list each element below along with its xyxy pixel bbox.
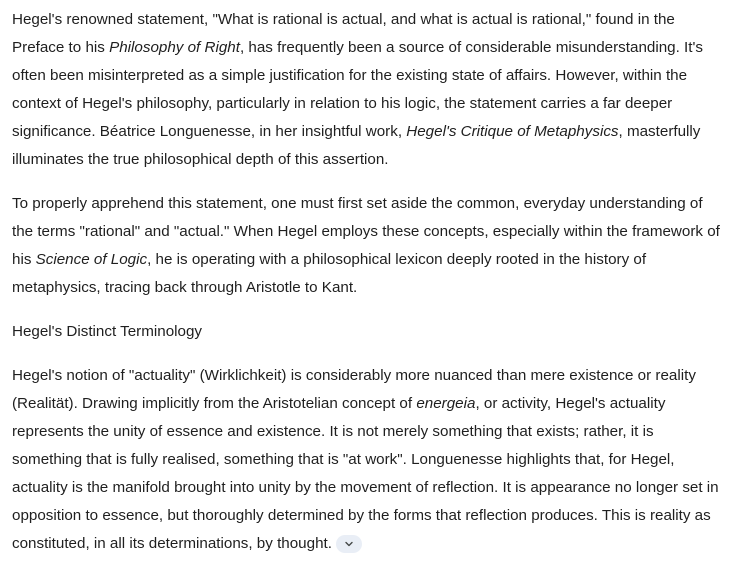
- section-heading: Hegel's Distinct Terminology: [12, 323, 203, 340]
- paragraph-1-emphasis-1: Philosophy of Right: [109, 39, 240, 56]
- paragraph-1-text-3: , masterfully illuminates the true philosophical depth of this assertion.: [12, 123, 701, 168]
- paragraph-2-text-2: , he is operating with a philosophical lexicon deeply rooted in the history of metaphysics, tracing back through Aristotle to Kant.: [12, 251, 647, 296]
- expand-source-button[interactable]: [336, 535, 362, 553]
- paragraph-2: [12, 190, 727, 302]
- paragraph-1-text-2: , has frequently been a source of considerable misunderstanding. It's often been misinterpreted as a simple justification for the existing state of affairs. However, within the context of Hegel's philosophy, particularly in relation to his logic, the statement carries a far deeper significance. Béatrice Longuenesse, in her insightful work,: [12, 39, 703, 140]
- paragraph-3-emphasis-1: energeia: [416, 395, 476, 412]
- paragraph-3-text-2: , or activity, Hegel's actuality represents the unity of essence and existence. It is not merely something that exists; rather, it is something that is fully realised, something that is "at work". Longuenesse highlights that, for Hegel, actuality is the manifold brought into unity by the movement of reflection. It is appearance no longer set in opposition to essence, but thoroughly determined by the forms that reflection produces. This is reality as constituted, in all its determinations, by thought.: [12, 395, 719, 552]
- paragraph-1-text-1: Hegel's renowned statement, "What is rational is actual, and what is actual is rational," found in the Preface to his: [12, 11, 675, 56]
- paragraph-3-text-1: Hegel's notion of "actuality" (Wirklichkeit) is considerably more nuanced than mere existence or reality (Realität). Drawing implicitly from the Aristotelian concept of: [12, 367, 696, 412]
- paragraph-1-emphasis-2: Hegel's Critique of Metaphysics: [406, 123, 619, 140]
- paragraph-2-emphasis-1: Science of Logic: [35, 251, 148, 268]
- paragraph-1: [12, 6, 727, 174]
- paragraph-3: [12, 362, 727, 558]
- paragraph-2-text-1: To properly apprehend this statement, one must first set aside the common, everyday understanding of the terms "rational" and "actual." When Hegel employs these concepts, especially within the framework of his: [12, 195, 720, 268]
- chevron-down-icon: [344, 539, 354, 549]
